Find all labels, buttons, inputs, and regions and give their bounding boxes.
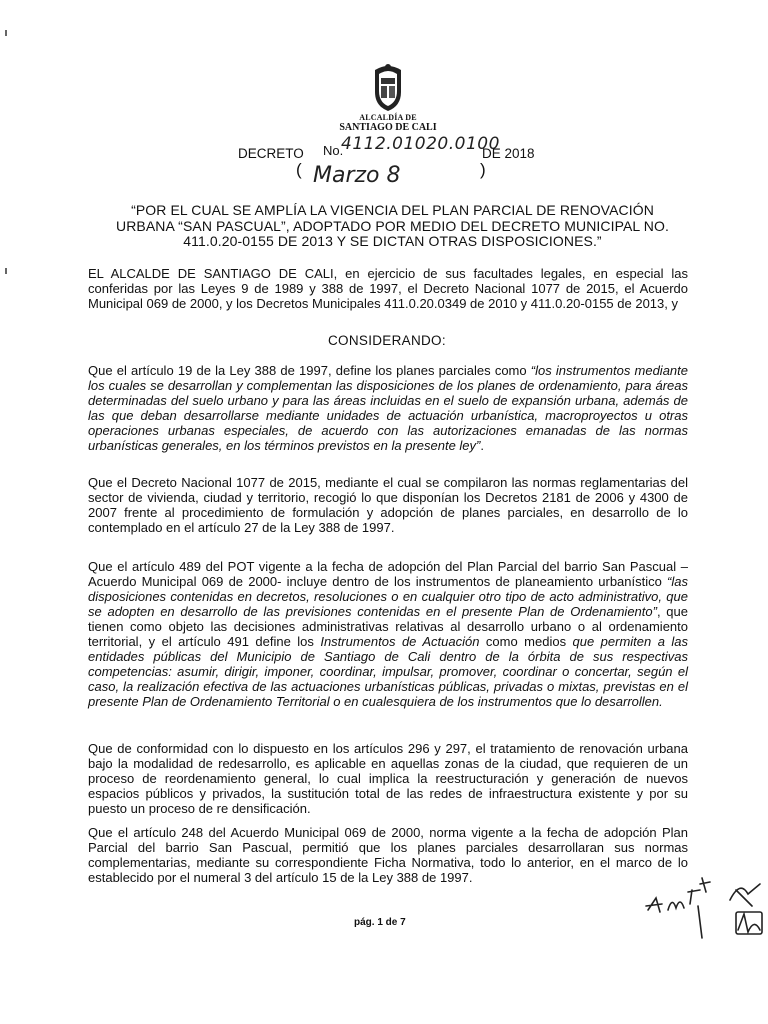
p1-quote: “los instrumentos mediante los cuales se desarrollan y complementan las disposiciones de los planes de ordenamiento, para áreas determinadas del suelo urbano y para las áreas incluidas en el suelo de expansión urbana, además de las que deban desarrollarse mediante unidades de actuación urbanística, macroproyectos u otras operaciones urbanas especiales, de acuerdo con las autorizaciones emanadas de las normas urbanísticas generales, en los términos previstos en la presente ley” xyxy=(88,363,688,453)
margin-mark xyxy=(5,268,7,274)
handwritten-initials-icon xyxy=(640,870,768,955)
considerando-heading: CONSIDERANDO: xyxy=(328,333,446,348)
considerando-paragraph-2: Que el Decreto Nacional 1077 de 2015, mediante el cual se compilaron las normas reglamentarias del sector de vivienda, ciudad y territorio, recogió lo que disponían los Decretos 2181 de 2006 y 4300 de 2007 frente al procedimiento de formulación y adopción de planes parciales, en desarrollo de lo contemplado en el artículo 27 de la Ley 388 de 1997. xyxy=(88,475,688,535)
decree-label: DECRETO xyxy=(238,146,304,161)
decree-number-handwritten: 4112.01020.0100 xyxy=(341,134,500,154)
page-number: pág. 1 de 7 xyxy=(354,917,406,928)
coat-of-arms-icon xyxy=(371,62,405,112)
p3-quote-2: que permiten a las entidades públicas del Municipio de Santiago de Cali dentro de la órbita de sus respectivas competencias: asumir, dirigir, imponer, coordinar, impulsar, promover, coordinar o concertar, según el caso, la realización efectiva de las actuaciones urbanísticas públicas, privadas o mixtas, previstas en el presente Plan de Ordenamiento Territorial o en cualesquiera de los instrumentos que lo desarrollen. xyxy=(88,634,689,709)
p1-text-c: . xyxy=(480,438,484,453)
p1-text-a: Que el artículo 19 de la Ley 388 de 1997, define los planes parciales como xyxy=(88,363,531,378)
decree-year-label: DE 2018 xyxy=(482,146,535,161)
considerando-paragraph-5: Que el artículo 248 del Acuerdo Municipal 069 de 2000, norma vigente a la fecha de adopción Plan Parcial del barrio San Pascual, permitió que los planes parciales desarrollaran sus normas complementarias, mediante su correspondiente Ficha Normativa, todo lo anterior, en el marco de lo establecido por el numeral 3 del artículo 15 de la Ley 388 de 1997. xyxy=(88,825,688,885)
org-name-line1: ALCALDÍA DE xyxy=(359,113,417,122)
org-name-line2: SANTIAGO DE CALI xyxy=(339,122,437,133)
considerando-paragraph-1 xyxy=(88,363,688,453)
decree-no-label: No. xyxy=(323,143,344,158)
date-close-paren: ) xyxy=(480,160,486,179)
p3-text-e: como medios xyxy=(479,634,573,649)
considerando-paragraph-4: Que de conformidad con lo dispuesto en los artículos 296 y 297, el tratamiento de renovación urbana bajo la modalidad de redesarrollo, es aplicable en aquellas zonas de la ciudad, que requieren de un proceso de reordenamiento general, lo cual implica la reestructuración y generación de nuevos espacios públicos y privados, la sustitución total de las redes de infraestructura existente y por su puesto un proceso de re densificación. xyxy=(88,741,688,816)
date-handwritten: Marzo 8 xyxy=(313,163,401,188)
date-open-paren: ( xyxy=(296,160,302,179)
p3-quote: “las disposiciones contenidas en decretos, resoluciones o en cualquier otro tipo de acto administrativo, que se adopten en desarrollo de las previsiones contenidas en el presente Plan de Ordenamiento” xyxy=(88,574,688,619)
considerando-paragraph-3 xyxy=(88,559,688,709)
p3-text-a: Que el artículo 489 del POT vigente a la fecha de adopción del Plan Parcial del barrio San Pascual –Acuerdo Municipal 069 de 2000- incluye dentro de los instrumentos de planeamiento urbanístico xyxy=(88,559,688,589)
margin-mark xyxy=(5,30,7,36)
p3-instrumentos: Instrumentos de Actuación xyxy=(320,634,480,649)
decree-title: “POR EL CUAL SE AMPLÍA LA VIGENCIA DEL PLAN PARCIAL DE RENOVACIÓN URBANA “SAN PASCUAL”, ADOPTADO POR MEDIO DEL DECRETO MUNICIPAL NO. 411.0.20-0155 DE 2013 Y SE DICTAN OTRAS DISPOSICIONES.” xyxy=(116,202,669,249)
p3-text-c: , que tienen como objeto las decisiones administrativas relativas al desarrollo urbano o al ordenamiento territorial, y el artículo 491 define los xyxy=(88,604,688,649)
intro-paragraph: EL ALCALDE DE SANTIAGO DE CALI, en ejercicio de sus facultades legales, en especial las conferidas por las Leyes 9 de 1989 y 388 de 1997, el Decreto Nacional 1077 de 2015, el Acuerdo Municipal 069 de 2000, y los Decretos Municipales 411.0.20.0349 de 2010 y 411.0.20-0155 de 2013, y xyxy=(88,266,688,311)
